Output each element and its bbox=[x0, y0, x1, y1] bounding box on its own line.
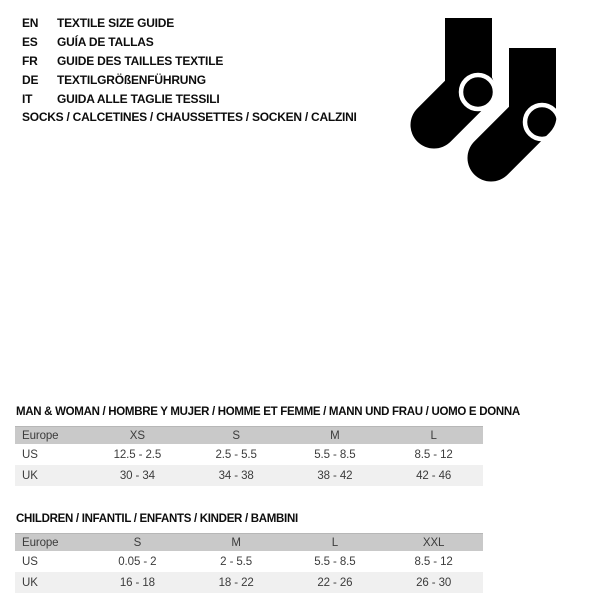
column-header-size: S bbox=[88, 534, 187, 552]
language-label: TEXTILE SIZE GUIDE bbox=[57, 15, 175, 30]
language-row bbox=[22, 32, 223, 51]
size-cell: 0.05 - 2 bbox=[118, 555, 157, 568]
sock-back bbox=[434, 18, 495, 125]
region-cell: UK bbox=[22, 469, 38, 482]
column-header-size: XS bbox=[88, 427, 187, 445]
table-row-us bbox=[15, 444, 483, 465]
language-code: ES bbox=[22, 34, 38, 49]
children-table-header-row bbox=[15, 534, 483, 552]
column-header-region: Europe bbox=[15, 427, 88, 445]
children-size-table bbox=[15, 533, 483, 593]
column-header-size: M bbox=[187, 534, 286, 552]
language-row bbox=[22, 51, 223, 70]
column-header-size: XXL bbox=[384, 534, 483, 552]
sock-front bbox=[491, 48, 559, 158]
region-cell: UK bbox=[22, 576, 38, 589]
language-code: FR bbox=[22, 53, 38, 68]
column-header-size: M bbox=[286, 427, 385, 445]
adult-table-header-row bbox=[15, 427, 483, 445]
language-row bbox=[22, 89, 223, 108]
socks-icon bbox=[405, 12, 573, 192]
table-row-uk bbox=[15, 465, 483, 486]
size-cell: 22 - 26 bbox=[317, 576, 353, 589]
language-code: DE bbox=[22, 72, 39, 87]
language-code: IT bbox=[22, 91, 33, 106]
language-code: EN bbox=[22, 15, 39, 30]
language-list bbox=[22, 13, 223, 108]
language-label: GUIDE DES TAILLES TEXTILE bbox=[57, 53, 224, 68]
language-label: TEXTILGRÖßENFÜHRUNG bbox=[57, 72, 206, 87]
column-header-size: L bbox=[286, 534, 385, 552]
region-cell: US bbox=[22, 555, 38, 568]
size-cell: 38 - 42 bbox=[317, 469, 353, 482]
size-cell: 12.5 - 2.5 bbox=[113, 448, 162, 461]
column-header-size: S bbox=[187, 427, 286, 445]
language-label: GUIDA ALLE TAGLIE TESSILI bbox=[57, 91, 220, 106]
table-row-us bbox=[15, 551, 483, 572]
adult-size-table bbox=[15, 426, 483, 486]
category-title: SOCKS / CALCETINES / CHAUSSETTES / SOCKEN / CALZINI bbox=[22, 110, 357, 124]
language-label: GUÍA DE TALLAS bbox=[57, 34, 154, 49]
size-cell: 18 - 22 bbox=[218, 576, 254, 589]
size-cell: 16 - 18 bbox=[119, 576, 155, 589]
size-cell: 5.5 - 8.5 bbox=[314, 448, 356, 461]
size-cell: 5.5 - 8.5 bbox=[314, 555, 356, 568]
size-cell: 26 - 30 bbox=[416, 576, 452, 589]
children-table-title: CHILDREN / INFANTIL / ENFANTS / KINDER / BAMBINI bbox=[16, 513, 298, 525]
column-header-size: L bbox=[384, 427, 483, 445]
adult-table-title: MAN & WOMAN / HOMBRE Y MUJER / HOMME ET FEMME / MANN UND FRAU / UOMO E DONNA bbox=[16, 406, 520, 418]
size-cell: 42 - 46 bbox=[416, 469, 452, 482]
language-row bbox=[22, 13, 223, 32]
table-row-uk bbox=[15, 572, 483, 593]
size-cell: 30 - 34 bbox=[119, 469, 155, 482]
size-cell: 2 - 5.5 bbox=[220, 555, 253, 568]
language-row bbox=[22, 70, 223, 89]
size-cell: 2.5 - 5.5 bbox=[215, 448, 257, 461]
size-cell: 8.5 - 12 bbox=[414, 555, 453, 568]
region-cell: US bbox=[22, 448, 38, 461]
column-header-region: Europe bbox=[15, 534, 88, 552]
size-cell: 34 - 38 bbox=[218, 469, 254, 482]
size-cell: 8.5 - 12 bbox=[414, 448, 453, 461]
